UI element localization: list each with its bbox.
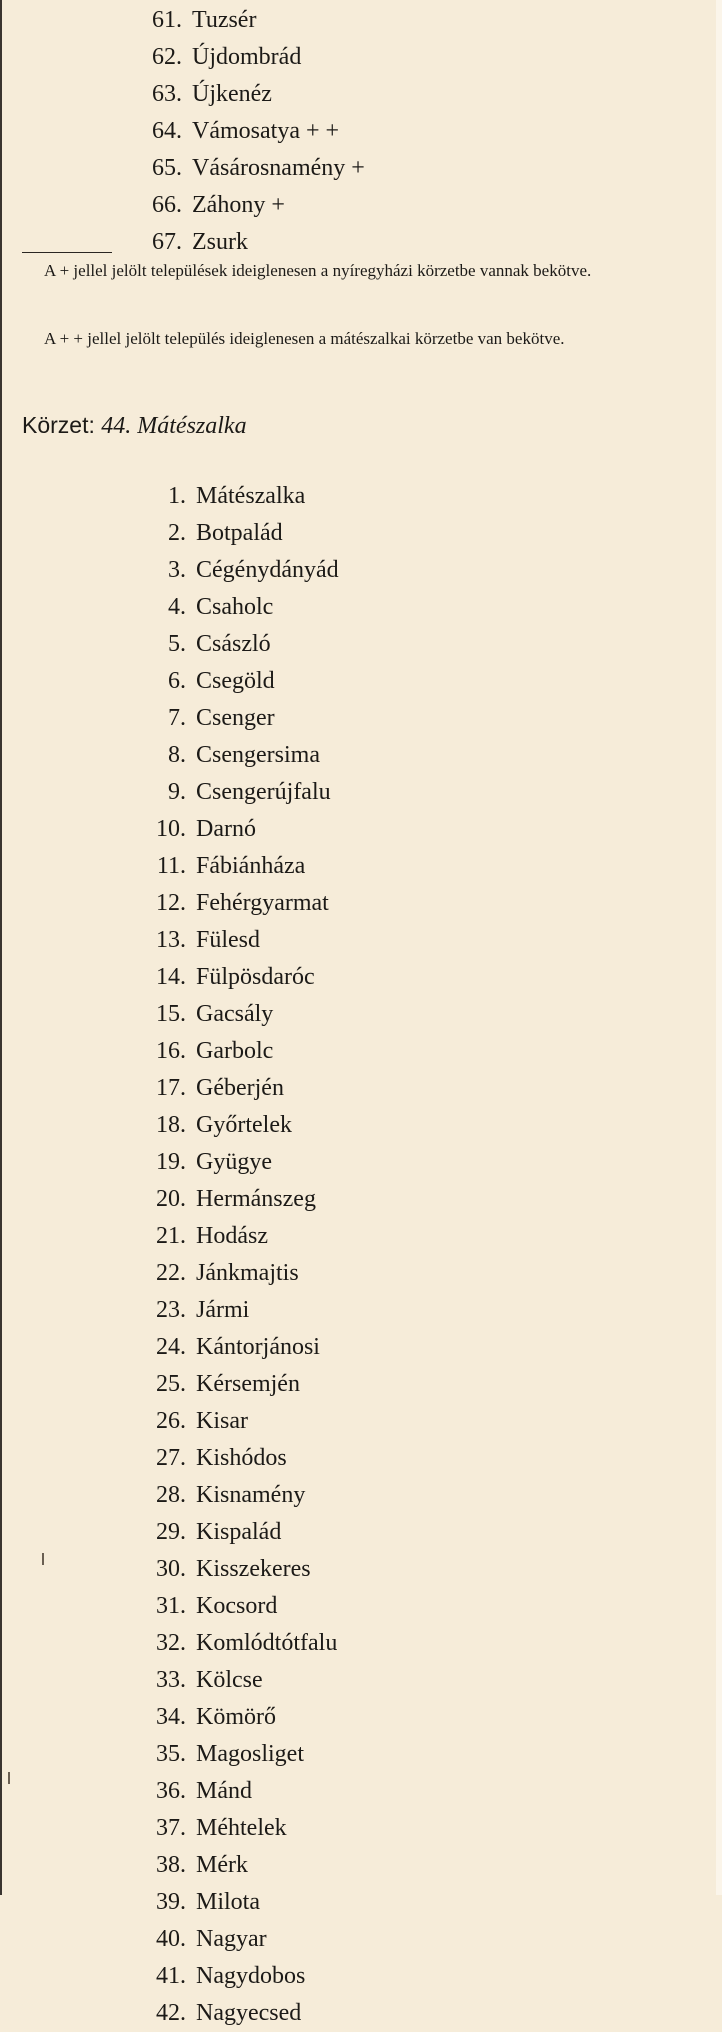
settlement-name: Tuzsér xyxy=(192,7,257,33)
settlement-name: Csaholc xyxy=(196,594,274,620)
item-number: 29. xyxy=(156,1519,186,1545)
settlement-name: Vásárosnamény + xyxy=(192,155,365,181)
settlement-name: Gyügye xyxy=(196,1149,272,1175)
item-number: 9. xyxy=(168,779,186,805)
item-number: 31. xyxy=(156,1593,186,1619)
item-number: 20. xyxy=(156,1186,186,1212)
settlement-name: Kisszekeres xyxy=(196,1556,311,1582)
settlement-name: Fehérgyarmat xyxy=(196,890,329,916)
settlement-name: Csengersima xyxy=(196,742,320,768)
item-number: 19. xyxy=(156,1149,186,1175)
item-number: 26. xyxy=(156,1408,186,1434)
footnote-single-plus: A + jellel jelölt települések ideiglenesen a nyíregyházi körzetbe vannak bekötve. xyxy=(44,261,592,280)
item-number: 15. xyxy=(156,1001,186,1027)
item-number: 28. xyxy=(156,1482,186,1508)
page-edge xyxy=(716,0,722,1895)
settlement-name: Cégénydányád xyxy=(196,557,339,583)
item-number: 67. xyxy=(152,229,182,255)
settlement-name: Kölcse xyxy=(196,1667,263,1693)
item-number: 36. xyxy=(156,1778,186,1804)
settlement-name: Kocsord xyxy=(196,1593,278,1619)
settlement-name: Botpalád xyxy=(196,520,283,546)
settlement-name: Vámosatya + + xyxy=(192,118,340,144)
settlement-name: Mérk xyxy=(196,1852,248,1878)
item-number: 13. xyxy=(156,927,186,953)
left-margin-rule xyxy=(0,0,2,1895)
item-number: 1. xyxy=(168,483,186,509)
settlement-name: Újdombrád xyxy=(192,44,302,70)
settlement-name: Zsurk xyxy=(192,229,248,255)
item-number: 65. xyxy=(152,155,182,181)
item-number: 39. xyxy=(156,1889,186,1915)
item-number: 33. xyxy=(156,1667,186,1693)
district-heading xyxy=(22,412,247,440)
item-number: 62. xyxy=(152,44,182,70)
footnote-rule xyxy=(22,252,112,253)
item-number: 18. xyxy=(156,1112,186,1138)
item-number: 3. xyxy=(168,557,186,583)
settlement-name: Kömörő xyxy=(196,1704,276,1730)
settlement-name: Méhtelek xyxy=(196,1815,287,1841)
item-number: 21. xyxy=(156,1223,186,1249)
item-number: 27. xyxy=(156,1445,186,1471)
settlement-name: Hermánszeg xyxy=(196,1186,316,1212)
item-number: 6. xyxy=(168,668,186,694)
item-number: 30. xyxy=(156,1556,186,1582)
item-number: 42. xyxy=(156,2000,186,2026)
item-number: 8. xyxy=(168,742,186,768)
settlement-name: Komlódtótfalu xyxy=(196,1630,338,1656)
item-number: 11. xyxy=(156,853,186,879)
settlement-name: Csegöld xyxy=(196,668,275,694)
item-number: 5. xyxy=(168,631,186,657)
district-label: Körzet: xyxy=(22,412,95,438)
item-number: 66. xyxy=(152,192,182,218)
settlement-name: Kisar xyxy=(196,1408,248,1434)
settlement-name: Csenger xyxy=(196,705,275,731)
item-number: 41. xyxy=(156,1963,186,1989)
item-number: 61. xyxy=(152,7,182,33)
item-number: 32. xyxy=(156,1630,186,1656)
settlement-name: Nagyecsed xyxy=(196,2000,302,2026)
item-number: 14. xyxy=(156,964,186,990)
item-number: 63. xyxy=(152,81,182,107)
item-number: 12. xyxy=(156,890,186,916)
item-number: 38. xyxy=(156,1852,186,1878)
item-number: 25. xyxy=(156,1371,186,1397)
settlement-name: Kispalád xyxy=(196,1519,282,1545)
settlement-name: Hodász xyxy=(196,1223,268,1249)
settlement-name: Fülpösdaróc xyxy=(196,964,315,990)
item-number: 23. xyxy=(156,1297,186,1323)
settlement-name: Nagyar xyxy=(196,1926,267,1952)
settlement-name: Mánd xyxy=(196,1778,252,1804)
settlement-name: Fülesd xyxy=(196,927,261,953)
settlement-name: Győrtelek xyxy=(196,1112,292,1138)
settlement-name: Fábiánháza xyxy=(196,853,306,879)
item-number: 16. xyxy=(156,1038,186,1064)
district-name: 44. Mátészalka xyxy=(101,413,247,439)
settlement-name: Mátészalka xyxy=(196,483,306,509)
settlement-name: Gacsály xyxy=(196,1001,274,1027)
settlement-name: Darnó xyxy=(196,816,256,842)
item-number: 7. xyxy=(168,705,186,731)
settlement-name: Jánkmajtis xyxy=(196,1260,299,1286)
item-number: 34. xyxy=(156,1704,186,1730)
item-number: 22. xyxy=(156,1260,186,1286)
scan-mark xyxy=(8,1772,10,1784)
settlement-name: Magosliget xyxy=(196,1741,304,1767)
settlement-name: Milota xyxy=(196,1889,260,1915)
item-number: 64. xyxy=(152,118,182,144)
settlement-name: Záhony + xyxy=(192,192,285,218)
settlement-name: Géberjén xyxy=(196,1075,284,1101)
settlement-name: Kérsemjén xyxy=(196,1371,300,1397)
settlement-name: Garbolc xyxy=(196,1038,274,1064)
item-number: 2. xyxy=(168,520,186,546)
item-number: 10. xyxy=(156,816,186,842)
item-number: 24. xyxy=(156,1334,186,1360)
footnote-double-plus: A + + jellel jelölt település ideiglenesen a mátészalkai körzetbe van bekötve. xyxy=(44,329,565,348)
settlement-name: Kántorjánosi xyxy=(196,1334,320,1360)
settlement-name: Császló xyxy=(196,631,271,657)
item-number: 35. xyxy=(156,1741,186,1767)
settlement-name: Csengerújfalu xyxy=(196,779,331,805)
item-number: 4. xyxy=(168,594,186,620)
item-number: 17. xyxy=(156,1075,186,1101)
settlement-name: Kishódos xyxy=(196,1445,287,1471)
settlement-name: Újkenéz xyxy=(192,81,272,107)
scan-mark xyxy=(42,1553,44,1565)
item-number: 37. xyxy=(156,1815,186,1841)
item-number: 40. xyxy=(156,1926,186,1952)
settlement-name: Nagydobos xyxy=(196,1963,306,1989)
settlement-name: Jármi xyxy=(196,1297,250,1323)
settlement-name: Kisnamény xyxy=(196,1482,306,1508)
